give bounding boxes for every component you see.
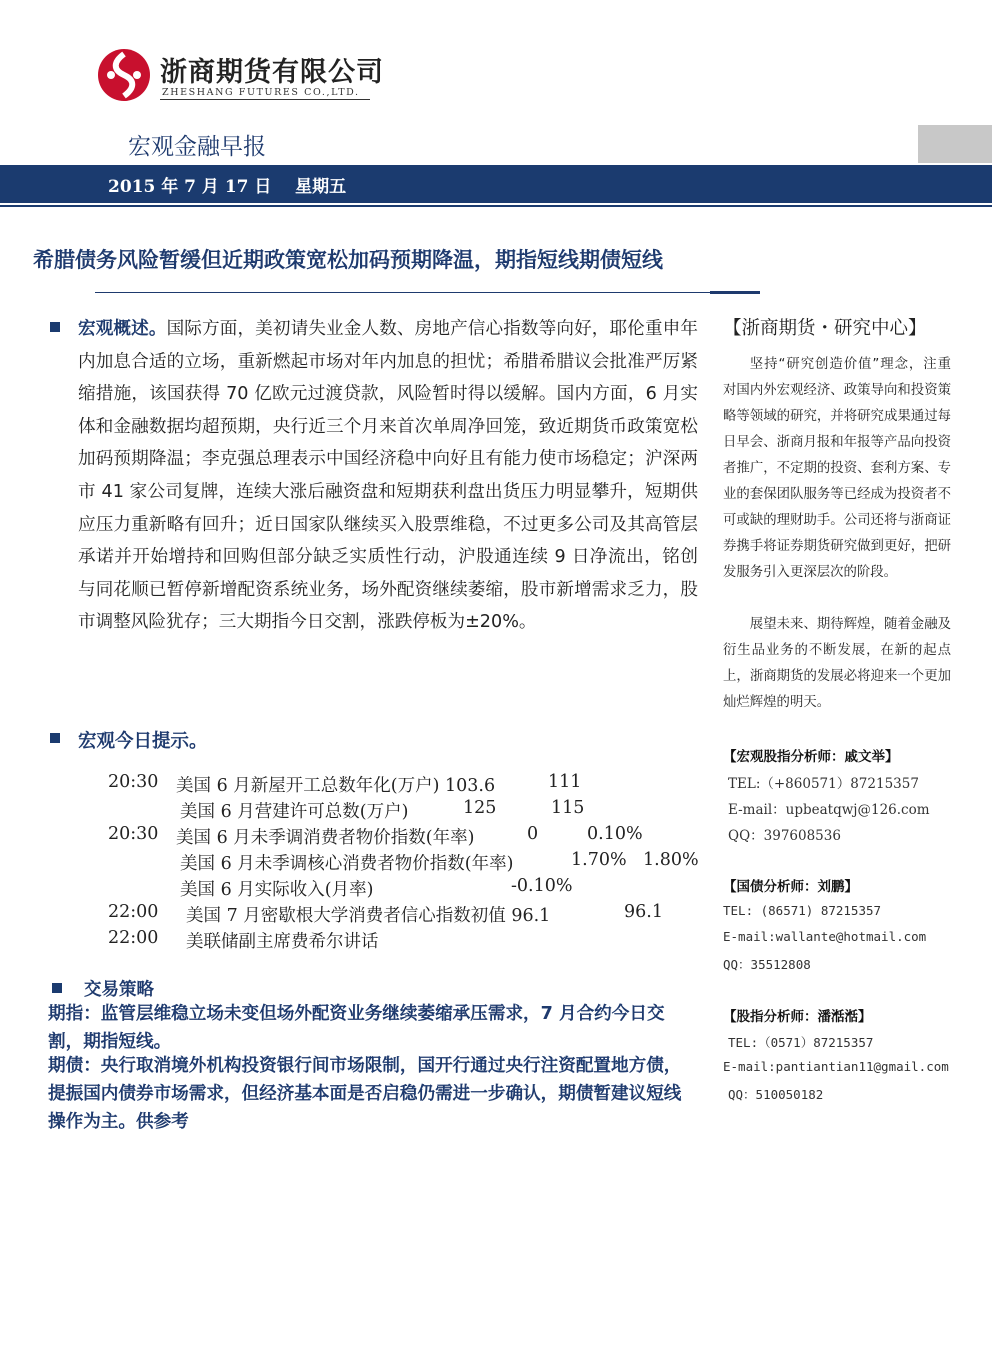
analyst-tel: TEL:（+860571）87215357: [728, 776, 919, 792]
event-name: 美国 7 月密歇根大学消费者信心指数初值 96.1: [186, 906, 551, 926]
report-type: 宏观金融早报: [128, 134, 266, 160]
header-tab-decoration: [918, 125, 992, 163]
analyst-email: E-mail:pantiantian11@gmail.com: [723, 1059, 949, 1074]
tips-heading: 宏观今日提示。: [78, 731, 208, 752]
report-date: 2015 年 7 月 17 日 星期五: [108, 177, 347, 197]
event-value-previous: 0: [527, 824, 539, 844]
event-time: 22:00: [108, 928, 159, 948]
event-value-forecast: 0.10%: [587, 824, 643, 844]
company-name-en: ZHESHANG FUTURES CO.,LTD.: [162, 87, 360, 98]
company-logo-icon: [97, 48, 151, 102]
event-value-previous: 125: [463, 798, 497, 818]
analyst-heading: 【宏观股指分析师：戚文举】: [723, 749, 899, 765]
event-value-previous: 96.1: [624, 902, 663, 922]
event-name: 美国 6 月实际收入(月率): [180, 880, 374, 900]
macro-overview-text: 国际方面，美初请失业金人数、房地产信心指数等向好，耶伦重申年内加息合适的立场，重新燃起市场对年内加息的担忧；希腊希腊议会批准严厉紧缩措施，该国获得 70 亿欧元过渡贷款，风险暂时得以缓解。国内方面，6 月实体和金融数据均超预期，央行近三个月来首次单周净回笼，致近期货币政策宽松加码预期降温；李克强总理表示中国经济稳中向好且有能力使市场稳定；沪深两市 41 家公司复牌，连续大涨后融资盘和短期获利盘出货压力明显攀升，短期供应压力重新略有回升；近日国家队继续买入股票维稳，不过更多公司及其高管层承诺并开始增持和回购但部分缺乏实质性行动，沪股通连续 9 日净流出，铭创与同花顺已暂停新增配资系统业务，场外配资继续萎缩，股市新增需求乏力，股市调整风险犹存；三大期指今日交割，涨跌停板为±20%。: [78, 319, 698, 633]
headline-divider-accent: [710, 291, 760, 294]
event-time: 22:00: [108, 902, 159, 922]
event-value-forecast: 115: [551, 798, 585, 818]
strategy-treasury: 期债：央行取消境外机构投资银行间市场限制，国开行通过央行注资配置地方债，提振国内债券市场需求，但经济基本面是否启稳仍需进一步确认，期债暂建议短线操作为主。供参考: [48, 1056, 682, 1132]
analyst-email: E-mail：upbeatqwj@126.com: [728, 802, 930, 818]
company-name-cn: 浙商期货有限公司: [160, 57, 384, 88]
analyst-email: E-mail:wallante@hotmail.com: [723, 929, 927, 944]
sidebar-outlook: 展望未来、期待辉煌，随着金融及衍生品业务的不断发展，在新的起点上，浙商期货的发展必将迎来一个更加灿烂辉煌的明天。: [723, 617, 951, 710]
strategy-heading: 交易策略: [84, 980, 154, 1000]
analyst-qq: QQ：510050182: [728, 1087, 824, 1102]
date-banner-underline: [0, 205, 992, 207]
event-name: 美国 6 月未季调核心消费者物价指数(年率): [180, 854, 514, 874]
event-time: 20:30: [108, 772, 159, 792]
event-value-previous: 111: [548, 772, 582, 792]
analyst-heading: 【股指分析师：潘湉湉】: [723, 1009, 872, 1025]
event-value-previous: 1.70%: [571, 850, 627, 870]
sidebar-intro: 坚持“研究创造价值”理念，注重对国内外宏观经济、政策导向和投资策略等领域的研究，并将研究成果通过每日早会、浙商月报和年报等产品向投资者推广，不定期的投资、套利方案、专业的套保团队服务等已经成为投资者不可或缺的理财助手。公司还将与浙商证券携手将证券期货研究做到更好，把研发服务引入更深层次的阶段。: [723, 357, 951, 580]
strategy-futures-index: 期指：监管层维稳立场未变但场外配资业务继续萎缩承压需求，7 月合约今日交割，期指短线。: [48, 1004, 665, 1052]
event-time: 20:30: [108, 824, 159, 844]
event-name: 美国 6 月未季调消费者物价指数(年率): [176, 828, 475, 848]
analyst-qq: QQ：35512808: [723, 957, 811, 972]
event-name: 美国 6 月新屋开工总数年化(万户) 103.6: [176, 776, 496, 796]
analyst-qq: QQ：397608536: [728, 828, 841, 844]
event-value-forecast: -0.10%: [511, 876, 573, 896]
bullet-square-icon: [50, 322, 60, 332]
event-value-forecast: 1.80%: [643, 850, 699, 870]
analyst-heading: 【国债分析师：刘鹏】: [723, 879, 858, 895]
macro-overview-lead: 宏观概述。: [78, 319, 167, 339]
headline: 希腊债务风险暂缓但近期政策宽松加码预期降温，期指短线期债短线: [33, 248, 663, 272]
analyst-tel: TEL: (86571) 87215357: [723, 903, 882, 918]
analyst-tel: TEL:（0571）87215357: [728, 1035, 874, 1050]
event-name: 美国 6 月营建许可总数(万户): [180, 802, 409, 822]
sidebar-title: 【浙商期货・研究中心】: [723, 318, 927, 339]
macro-overview: [78, 313, 698, 639]
bullet-square-icon: [52, 983, 62, 993]
bullet-square-icon: [50, 733, 60, 743]
event-name: 美联储副主席费希尔讲话: [186, 932, 379, 952]
company-name-divider: [160, 99, 370, 100]
headline-divider: [95, 292, 710, 293]
